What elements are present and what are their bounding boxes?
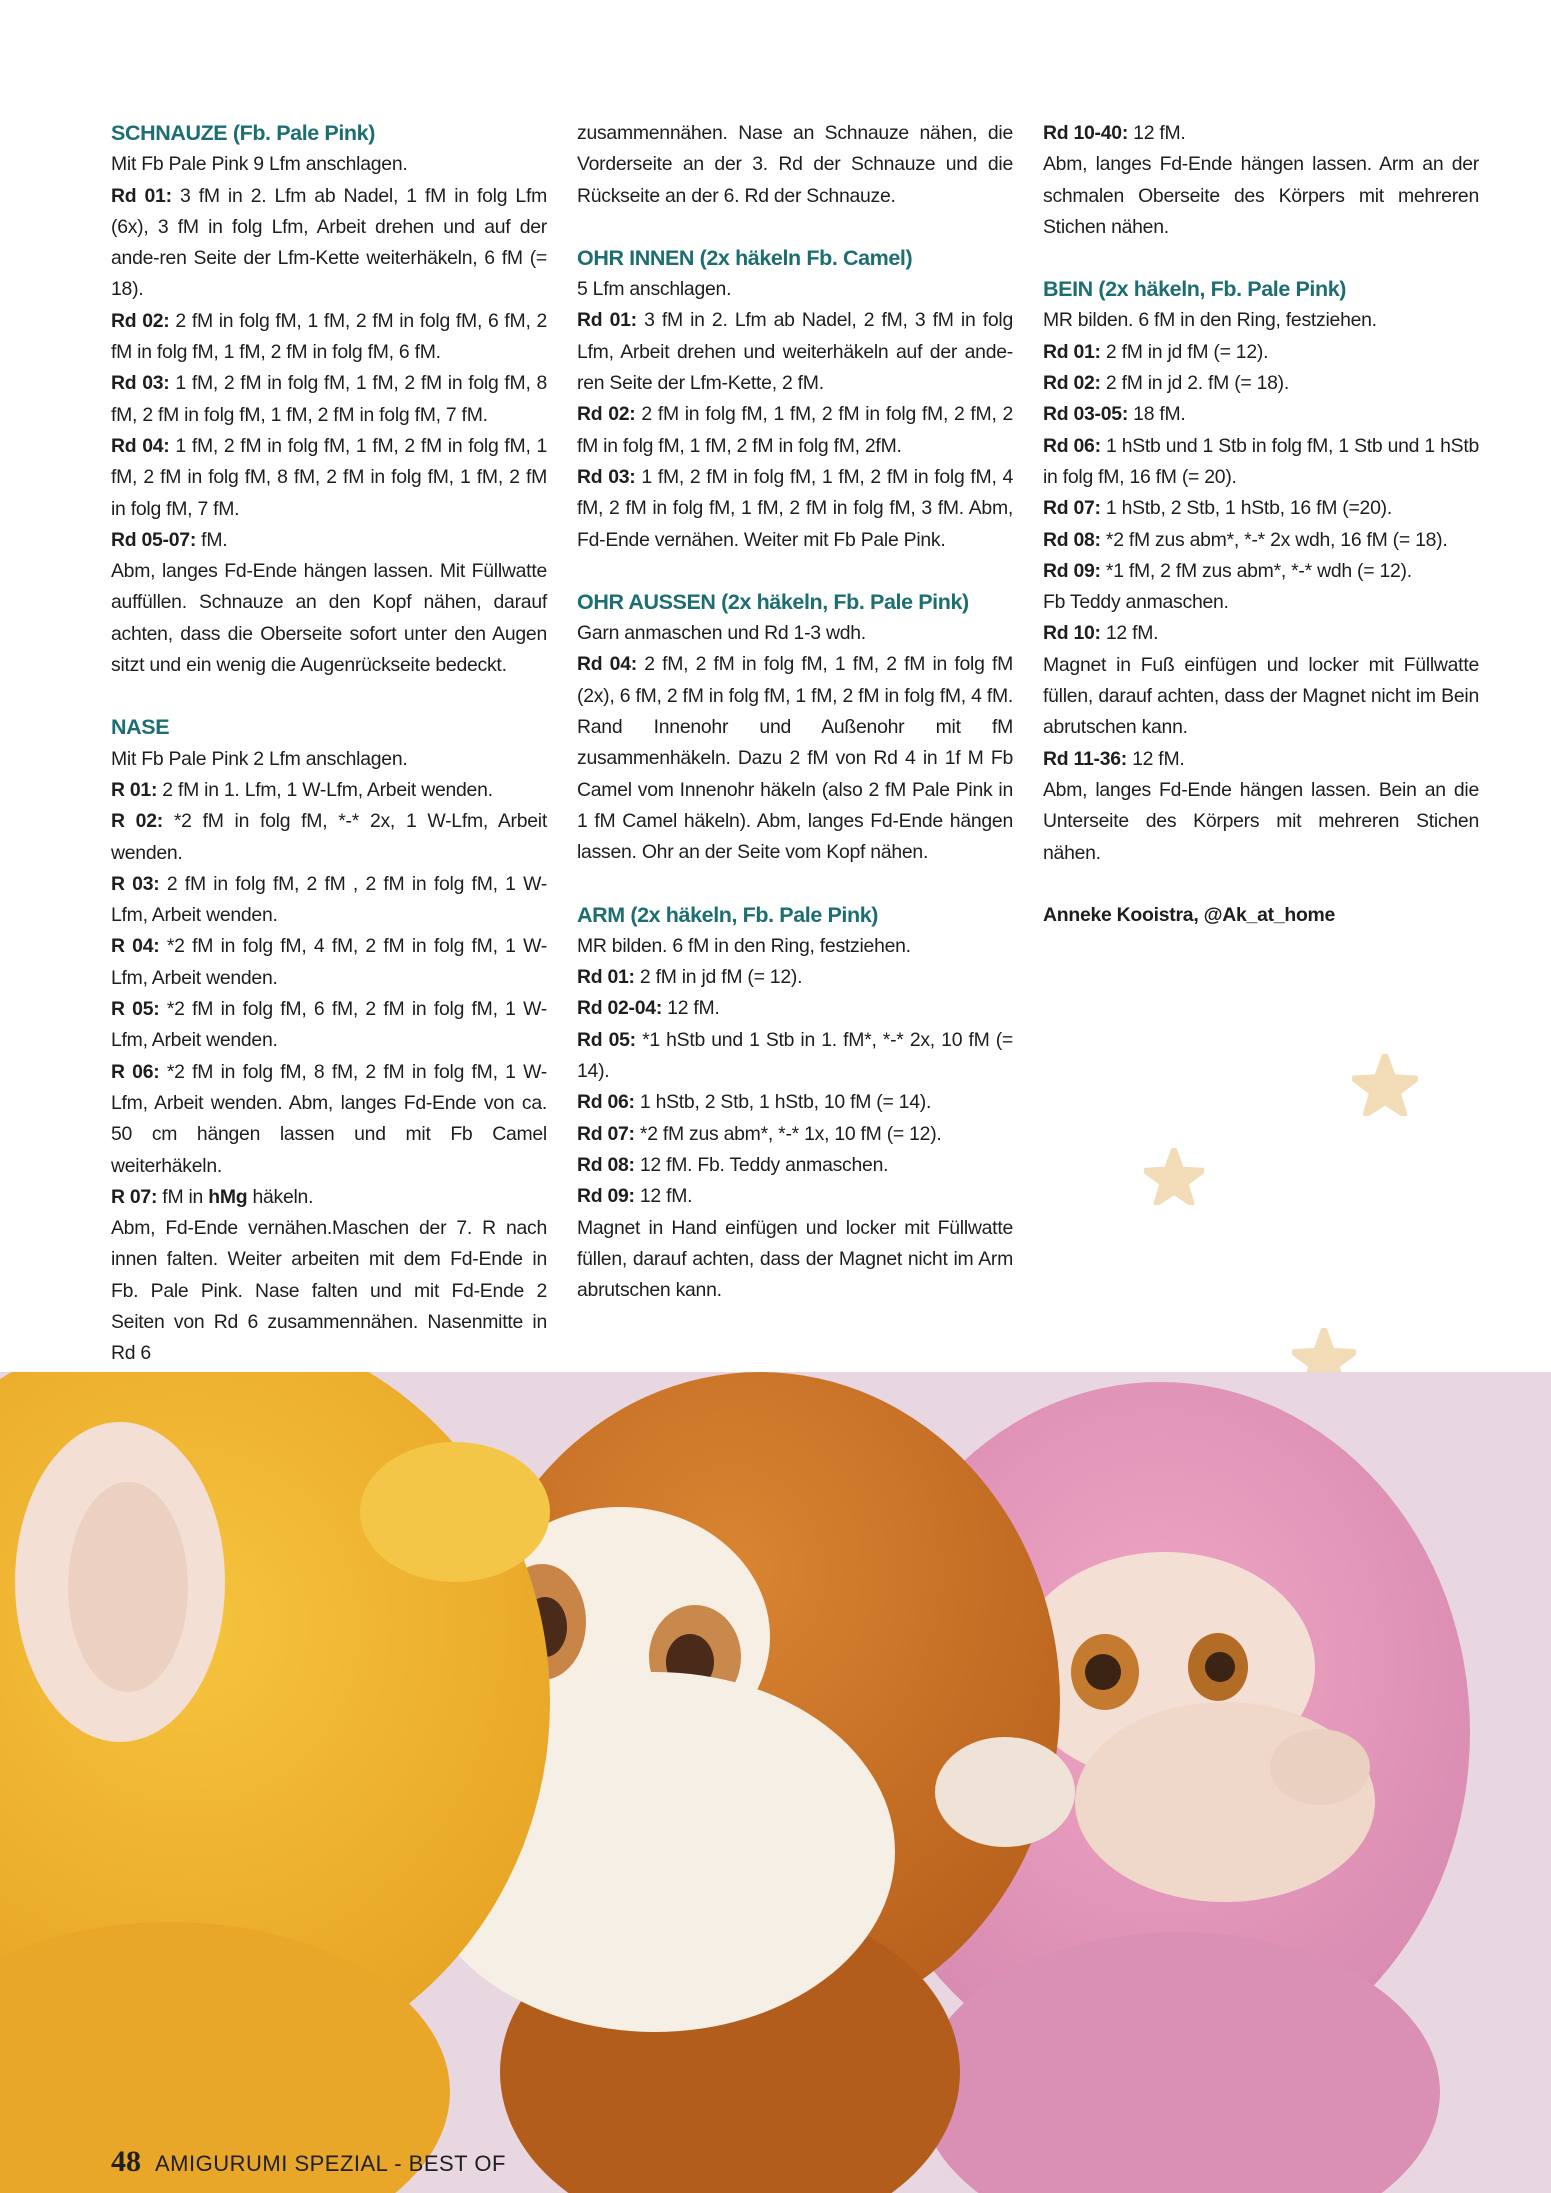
page-footer	[111, 2145, 506, 2179]
row-text: 12 fM. Fb. Teddy anmaschen.	[634, 1153, 889, 1176]
row-label: Rd 01:	[1043, 340, 1101, 363]
amigurumi-monkeys-photo	[0, 1372, 1551, 2193]
row-text: *1 fM, 2 fM zus abm*, *-* wdh (= 12).	[1100, 559, 1412, 582]
row-label: Rd 01:	[111, 184, 172, 207]
row-instruction	[1043, 493, 1479, 524]
intro-line: MR bilden. 6 fM in den Ring, festziehen.	[1043, 309, 1377, 332]
row-instruction	[577, 305, 1013, 399]
row-text: 2 fM in folg fM, 1 fM, 2 fM in folg fM, 2 fM, 2 fM in folg fM, 1 fM, 2 fM in folg fM, 2fM.	[577, 403, 1013, 457]
row-label: Rd 02:	[111, 309, 170, 332]
row-text: 12 fM.	[1128, 122, 1186, 144]
row-text: 12 fM.	[1100, 622, 1159, 645]
section-schnauze	[111, 118, 547, 681]
row-text: 1 hStb, 2 Stb, 1 hStb, 10 fM (= 14).	[634, 1091, 932, 1114]
row-instruction	[577, 1025, 1013, 1088]
row-label: Rd 03:	[577, 465, 636, 488]
row-instruction	[111, 525, 547, 556]
finishing-text: Abm, Fd-Ende vernähen.Maschen der 7. R nach innen falten. Weiter arbeiten mit dem Fd-Ende in Fb. Pale Pink. Nase falten und mit Fd-Ende 2 Seiten von Rd 6 zusammennähen. Nasenmitte in Rd 6	[111, 1217, 547, 1365]
row-label: Rd 08:	[1043, 528, 1101, 551]
plain-instruction: Magnet in Fuß einfügen und locker mit Füllwatte füllen, darauf achten, dass der Magnet nicht im Bein abrutschen kann.	[1043, 653, 1479, 739]
row-instruction	[111, 306, 547, 369]
row-label: Rd 08:	[577, 1153, 635, 1176]
page-number: 48	[111, 2145, 141, 2178]
row-text: fM in	[157, 1185, 209, 1208]
row-instruction	[577, 649, 1013, 868]
column-1	[111, 118, 547, 1370]
row-instruction	[1043, 368, 1479, 399]
row-text: 1 hStb und 1 Stb in folg fM, 1 Stb und 1 hStb in folg fM, 16 fM (= 20).	[1043, 434, 1479, 488]
row-instruction	[111, 368, 547, 431]
row-label: Rd 04:	[577, 653, 637, 676]
row-text: *2 fM zus abm*, *-* 2x wdh, 16 fM (= 18).	[1100, 528, 1448, 551]
row-text: *2 fM zus abm*, *-* 1x, 10 fM (= 12).	[634, 1122, 942, 1145]
row-label: R 02:	[111, 810, 163, 833]
row-instruction	[111, 431, 547, 525]
heading-schnauze: SCHNAUZE (Fb. Pale Pink)	[111, 121, 375, 145]
row-text: 18 fM.	[1128, 403, 1186, 426]
row-text: 1 fM, 2 fM in folg fM, 1 fM, 2 fM in folg fM, 1 fM, 2 fM in folg fM, 8 fM, 2 fM in folg fM, 1 fM, 2 fM in folg fM, 7 fM.	[111, 434, 547, 520]
row-text: *2 fM in folg fM, 4 fM, 2 fM in folg fM, 1 W-Lfm, Arbeit wenden.	[111, 935, 547, 989]
row-label: Rd 02:	[1043, 372, 1101, 395]
row-text: *2 fM in folg fM, 6 fM, 2 fM in folg fM, 1 W-Lfm, Arbeit wenden.	[111, 998, 547, 1052]
heading-ohr-aussen: OHR AUSSEN (2x häkeln, Fb. Pale Pink)	[577, 589, 969, 614]
row-instruction	[577, 462, 1013, 556]
row-instruction	[111, 181, 547, 306]
row-text: 1 fM, 2 fM in folg fM, 1 fM, 2 fM in folg fM, 4 fM, 2 fM in folg fM, 1 fM, 2 fM in folg fM, 3 fM. Abm, Fd-Ende vernähen. Weiter mit Fb Pale Pink.	[577, 465, 1013, 551]
row-label: Rd 02-04:	[577, 997, 663, 1020]
magazine-name: AMIGURUMI SPEZIAL - BEST OF	[155, 2151, 506, 2176]
intro-line: MR bilden. 6 fM in den Ring, festziehen.	[577, 934, 911, 957]
finishing-text: Magnet in Hand einfügen und locker mit Füllwatte füllen, darauf achten, dass der Magnet nicht im Arm abrutschen kann.	[577, 1216, 1013, 1302]
row-instruction	[111, 1057, 547, 1182]
row-instruction	[1043, 337, 1479, 368]
section-ohr-aussen	[577, 587, 1013, 869]
star-icon	[1144, 1148, 1204, 1205]
row-instruction	[577, 399, 1013, 462]
section-bein	[1043, 274, 1479, 869]
row-instruction	[111, 775, 547, 806]
row-instruction	[111, 994, 547, 1057]
row-instruction	[1043, 618, 1479, 649]
row-text: 2 fM in jd fM (= 12).	[634, 966, 803, 989]
author-credit: Anneke Kooistra, @Ak_at_home	[1043, 903, 1336, 926]
row-label: Rd 10:	[1043, 622, 1101, 645]
row-instruction	[1043, 744, 1479, 775]
heading-bein: BEIN (2x häkeln, Fb. Pale Pink)	[1043, 277, 1347, 302]
row-label: Rd 09:	[577, 1185, 635, 1208]
heading-ohr-innen: OHR INNEN (2x häkeln Fb. Camel)	[577, 245, 913, 270]
row-label: Rd 07:	[577, 1122, 635, 1145]
row-label: Rd 02:	[577, 403, 636, 426]
row-label: Rd 03:	[111, 372, 170, 395]
row-instruction	[1043, 431, 1479, 494]
row-label: R 07:	[111, 1185, 158, 1208]
row-label: Rd 01:	[577, 966, 635, 989]
section-arm	[577, 900, 1013, 1307]
column-3	[1043, 118, 1479, 931]
row-label: Rd 06:	[1043, 434, 1101, 457]
row-text: 3 fM in 2. Lfm ab Nadel, 2 fM, 3 fM in folg Lfm, Arbeit drehen und weiterhäkeln auf der ande-ren Seite der Lfm-Kette, 2 fM.	[577, 309, 1013, 395]
row-instruction	[111, 1182, 547, 1213]
star-icon	[1352, 1054, 1418, 1116]
row-instruction	[577, 1181, 1013, 1212]
row-text: 2 fM in jd 2. fM (= 18).	[1100, 372, 1290, 395]
row-instruction	[111, 806, 547, 869]
row-text: häkeln.	[247, 1185, 314, 1208]
row-label: R 05:	[111, 998, 160, 1021]
row-text: fM.	[196, 528, 228, 551]
star-icon	[1292, 1328, 1356, 1374]
row-text: *2 fM in folg fM, *-* 2x, 1 W-Lfm, Arbeit wenden.	[111, 810, 547, 864]
heading-nase: NASE	[111, 715, 170, 740]
row-instruction	[577, 1150, 1013, 1181]
row-text: 1 fM, 2 fM in folg fM, 1 fM, 2 fM in folg fM, 8 fM, 2 fM in folg fM, 1 fM, 2 fM in folg fM, 7 fM.	[111, 372, 547, 426]
row-label: R 03:	[111, 872, 160, 895]
row-text: 2 fM in jd fM (= 12).	[1100, 340, 1269, 363]
row-label: Rd 03-05:	[1043, 403, 1129, 426]
row-text: 2 fM in folg fM, 1 fM, 2 fM in folg fM, 6 fM, 2 fM in folg fM, 1 fM, 2 fM in folg fM, 6 fM.	[111, 309, 547, 364]
row-text: 3 fM in 2. Lfm ab Nadel, 1 fM in folg Lfm (6x), 3 fM in folg Lfm, Arbeit drehen und auf der ande-ren Seite der Lfm-Kette weiterhäkeln, 6 fM (= 18).	[111, 184, 548, 301]
intro-line: Mit Fb Pale Pink 9 Lfm anschlagen.	[111, 153, 408, 176]
row-text: 12 fM.	[1126, 747, 1185, 770]
row-label: Rd 07:	[1043, 497, 1101, 520]
section-nase	[111, 712, 547, 1369]
column-2	[577, 118, 1013, 1306]
section-ohr-innen	[577, 243, 1013, 556]
row-instruction	[1043, 525, 1479, 556]
row-label: R 06:	[111, 1060, 160, 1083]
row-label: Rd 11-36:	[1043, 747, 1127, 770]
row-instruction	[111, 931, 547, 994]
row-label: R 04:	[111, 935, 160, 958]
finishing-text: Abm, langes Fd-Ende hängen lassen. Bein an die Unterseite des Körpers mit mehreren Stichen nähen.	[1043, 778, 1479, 864]
row-instruction	[1043, 118, 1479, 149]
row-text: 12 fM.	[662, 997, 720, 1020]
row-label: Rd 05-07:	[111, 528, 197, 551]
row-label: Rd 06:	[577, 1091, 635, 1114]
row-label: Rd 05:	[577, 1028, 636, 1051]
row-label: Rd 10-40:	[1043, 122, 1129, 144]
row-instruction	[577, 962, 1013, 993]
finishing-text: Abm, langes Fd-Ende hängen lassen. Arm an der schmalen Oberseite des Körpers mit mehreren Stichen nähen.	[1043, 153, 1479, 238]
row-text: 2 fM in folg fM, 2 fM , 2 fM in folg fM, 1 W-Lfm, Arbeit wenden.	[111, 872, 547, 927]
row-bold-term: hMg	[208, 1185, 248, 1208]
row-label: Rd 01:	[577, 309, 637, 332]
row-instruction	[577, 1119, 1013, 1150]
plain-instruction: Fb Teddy anmaschen.	[1043, 591, 1229, 614]
row-label: Rd 04:	[111, 434, 170, 457]
row-text: 2 fM, 2 fM in folg fM, 1 fM, 2 fM in folg fM (2x), 6 fM, 2 fM in folg fM, 1 fM, 2 fM in folg fM, 4 fM. Rand Innenohr und Außenohr mit fM zusammenhäkeln. Dazu 2 fM von Rd 4 in 1f M Fb Camel vom Innenohr häkeln (also 2 fM Pale Pink in 1 fM Camel häkeln). Abm, langes Fd-Ende hängen lassen. Ohr an der Seite vom Kopf nähen.	[577, 653, 1013, 864]
row-label: Rd 09:	[1043, 559, 1101, 582]
heading-arm: ARM (2x häkeln, Fb. Pale Pink)	[577, 902, 879, 927]
intro-line: Mit Fb Pale Pink 2 Lfm anschlagen.	[111, 747, 408, 770]
row-instruction	[577, 993, 1013, 1024]
row-text: 1 hStb, 2 Stb, 1 hStb, 16 fM (=20).	[1100, 497, 1392, 520]
finishing-text: Abm, langes Fd-Ende hängen lassen. Mit Füllwatte auffüllen. Schnauze an den Kopf nähen, darauf achten, dass die Oberseite sofort unter den Augen sitzt und ein wenig die Augenrückseite bedeckt.	[111, 560, 547, 677]
row-text: *2 fM in folg fM, 8 fM, 2 fM in folg fM, 1 W-Lfm, Arbeit wenden. Abm, langes Fd-Ende von ca. 50 cm hängen lassen und mit Fb Camel weiterhäkeln.	[111, 1060, 547, 1177]
intro-line: Garn anmaschen und Rd 1-3 wdh.	[577, 622, 866, 645]
row-instruction	[111, 869, 547, 932]
row-instruction	[1043, 556, 1479, 587]
continued-text: zusammennähen. Nase an Schnauze nähen, die Vorderseite an der 3. Rd der Schnauze und die Rückseite an der 6. Rd der Schnauze.	[577, 122, 1013, 207]
row-text: 2 fM in 1. Lfm, 1 W-Lfm, Arbeit wenden.	[157, 778, 493, 801]
section-arm-continued	[1043, 118, 1479, 243]
row-instruction	[577, 1087, 1013, 1118]
row-text: 12 fM.	[634, 1185, 693, 1208]
row-instruction	[1043, 399, 1479, 430]
section-nase-continued	[577, 118, 1013, 212]
row-text: *1 hStb und 1 Stb in 1. fM*, *-* 2x, 10 fM (= 14).	[577, 1028, 1014, 1083]
row-label: R 01:	[111, 778, 158, 801]
intro-line: 5 Lfm anschlagen.	[577, 278, 732, 301]
